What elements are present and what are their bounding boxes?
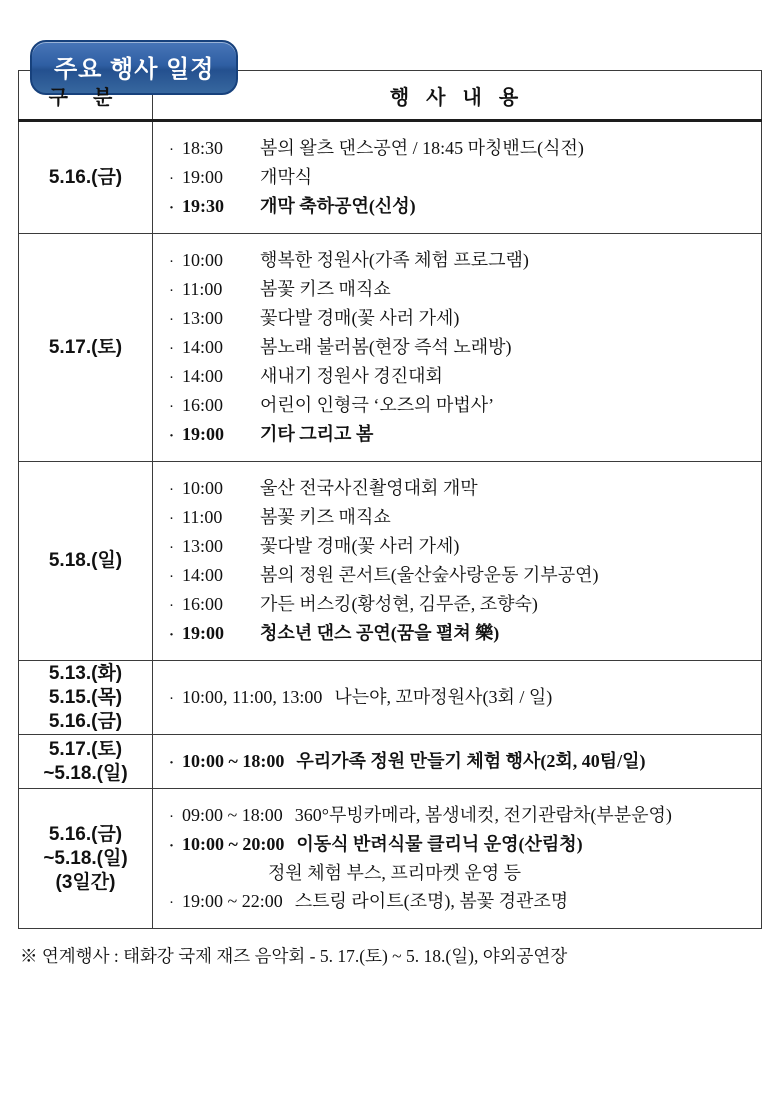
event-time: 19:00 [182,167,224,187]
list-item [169,163,751,192]
table-body [19,121,762,929]
bullet-icon: · [169,200,175,216]
event-desc: 울산 전국사진촬영대회 개막 [260,478,478,498]
list-item [169,246,751,275]
row-date [19,121,153,234]
list-item [169,420,751,449]
event-desc: 어린이 인형극 ‘오즈의 마법사’ [260,395,495,415]
bullet-icon: · [169,399,174,415]
bullet-icon: · [169,482,174,498]
table-row [19,234,762,462]
list-item [169,887,751,916]
event-list [169,134,751,221]
event-time: 11:00 [182,507,223,527]
event-desc: 스트링 라이트(조명), 봄꽃 경관조명 [294,891,569,912]
event-time: 10:00, 11:00, 13:00 [182,687,323,708]
list-item [169,747,751,776]
row-date-line: 5.13.(화) [48,663,123,684]
schedule-table [18,70,762,929]
event-list [169,246,751,449]
row-date-line: 5.16.(금) [48,166,123,188]
bullet-icon: · [169,312,174,328]
list-item [169,561,751,590]
event-desc: 새내기 정원사 경진대회 [260,366,443,386]
event-time: 19:00 ~ 22:00 [182,891,283,912]
row-content [153,735,762,789]
event-list [169,474,751,648]
event-desc: 가든 버스킹(황성현, 김무준, 조향숙) [260,594,538,614]
table-row [19,121,762,234]
table-row [19,735,762,789]
list-item [169,362,751,391]
event-time: 10:00 [182,250,224,270]
list-item [169,192,751,221]
bullet-icon: · [169,809,174,826]
table-row [19,789,762,929]
event-desc: 이동식 반려식물 클리닉 운영(산림청) [296,834,583,855]
row-content [153,661,762,735]
list-item [169,304,751,333]
event-desc: 봄의 왈츠 댄스공연 / 18:45 마칭밴드(식전) [260,138,584,158]
row-date [19,789,153,929]
event-time: 09:00 ~ 18:00 [182,805,283,826]
event-time: 14:00 [182,565,224,585]
column-header-division: 구 분 [19,71,153,121]
row-content [153,234,762,462]
list-item [169,275,751,304]
row-date [19,462,153,661]
event-desc: 봄의 정원 콘서트(울산숲사랑운동 기부공연) [260,565,599,585]
list-item [169,503,751,532]
list-item [169,683,751,712]
bullet-icon: · [169,691,174,708]
row-date-line: 5.17.(토) [48,336,123,358]
bullet-icon: · [169,254,174,270]
event-time: 19:30 [182,196,224,216]
list-item [169,391,751,420]
event-desc: 360°무빙카메라, 봄생네컷, 전기관람차(부분운영) [294,805,672,826]
event-desc: 우리가족 정원 만들기 체험 행사(2회, 40팀/일) [296,751,646,772]
bullet-icon: · [169,569,174,585]
column-header-content: 행 사 내 용 [153,71,762,121]
row-date-line: 5.17.(토) [48,739,123,760]
bullet-icon: · [169,171,174,187]
event-time: 10:00 [182,478,224,498]
event-desc: 기타 그리고 봄 [260,424,374,444]
list-item [169,333,751,362]
row-date-line: 5.16.(금) [48,710,123,732]
event-list [169,747,751,776]
event-desc: 봄꽃 키즈 매직쇼 [260,507,391,527]
event-desc: 봄꽃 키즈 매직쇼 [260,279,391,299]
event-time: 14:00 [182,337,224,357]
event-time: 18:30 [182,138,224,158]
page-title-area [18,0,762,83]
bullet-icon: · [169,627,175,643]
event-desc: 개막식 [260,167,313,187]
bullet-icon: · [169,283,174,299]
list-item [169,801,751,830]
event-desc: 꽃다발 경매(꽃 사러 가세) [260,308,460,328]
bullet-icon: · [169,370,174,386]
bullet-icon: · [169,142,174,158]
list-item [169,859,751,887]
bullet-icon: · [169,540,174,556]
list-item [169,134,751,163]
bullet-icon: · [169,838,175,855]
table-row [19,661,762,735]
row-content [153,462,762,661]
row-date-line: 5.18.(일) [48,550,123,572]
event-time: 14:00 [182,366,224,386]
footnote: ※ 연계행사 : 태화강 국제 재즈 음악회 - 5. 17.(토) ~ 5. 18.(일), 야외공연장 [20,946,568,967]
event-time: 16:00 [182,594,224,614]
row-date [19,735,153,789]
row-content [153,121,762,234]
bullet-icon: · [169,755,175,772]
bullet-icon: · [169,895,174,912]
event-desc: 꽃다발 경매(꽃 사러 가세) [260,536,460,556]
event-time: 16:00 [182,395,224,415]
event-desc: 정원 체험 부스, 프리마켓 운영 등 [268,863,522,884]
list-item [169,532,751,561]
event-desc: 행복한 정원사(가족 체험 프로그램) [260,250,529,270]
bullet-icon: · [169,511,174,527]
list-item [169,590,751,619]
event-list [169,801,751,916]
row-date-line: ~5.18.(일) [43,762,128,784]
event-desc: 개막 축하공연(신성) [260,196,416,216]
row-date-line: 5.16.(금) [48,824,123,846]
event-time: 10:00 ~ 18:00 [182,751,285,772]
event-time: 13:00 [182,308,224,328]
row-content [153,789,762,929]
row-date [19,234,153,462]
page-title: 주요 행사 일정 [30,40,238,95]
row-date-line: ~5.18.(일) [43,847,128,869]
list-item [169,619,751,648]
event-time: 13:00 [182,536,224,556]
event-list [169,683,751,712]
row-date-line: 5.15.(목) [48,686,123,708]
event-time: 10:00 ~ 20:00 [182,834,285,855]
bullet-icon: · [169,598,174,614]
table-row [19,462,762,661]
row-date [19,661,153,735]
event-time: 19:00 [182,623,224,643]
bullet-icon: · [169,341,174,357]
event-desc: 청소년 댄스 공연(꿈을 펼쳐 樂) [260,623,500,643]
row-date-line: (3일간) [55,871,116,893]
list-item [169,830,751,859]
bullet-icon: · [169,428,175,444]
event-time: 11:00 [182,279,223,299]
list-item [169,474,751,503]
event-desc: 나는야, 꼬마정원사(3회 / 일) [334,687,553,708]
event-desc: 봄노래 불러봄(현장 즉석 노래방) [260,337,512,357]
event-time: 19:00 [182,424,224,444]
